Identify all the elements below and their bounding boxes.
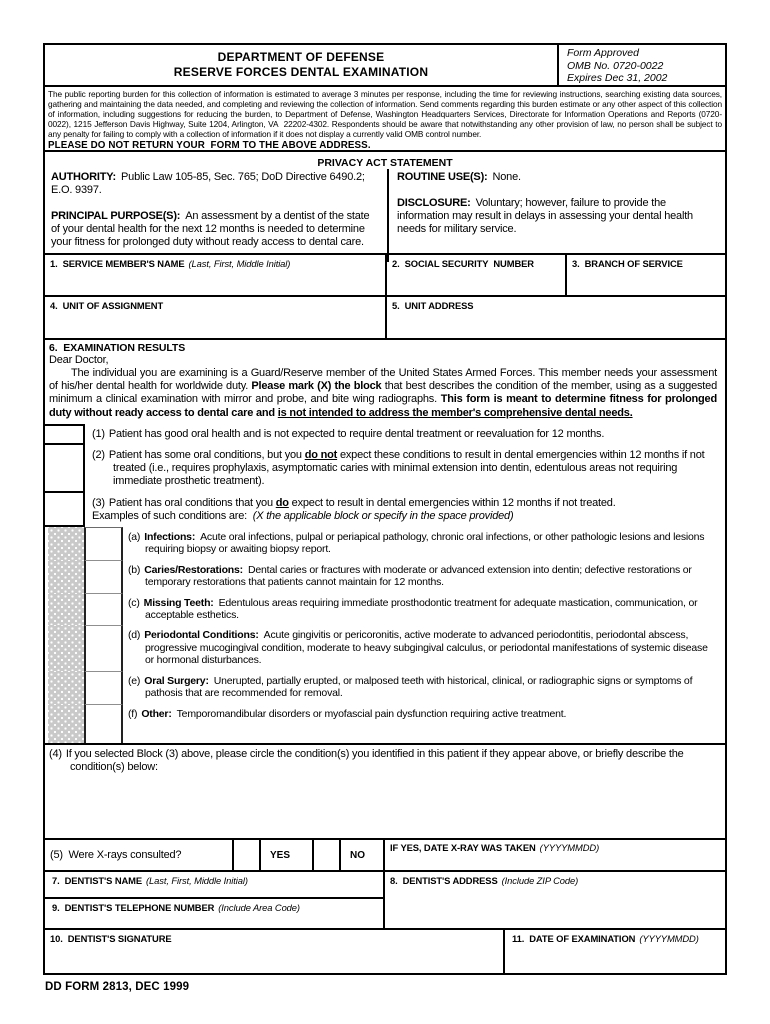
xray-no-label: NO [341, 840, 385, 870]
ssn-label: 2. SOCIAL SECURITY NUMBER [392, 258, 534, 269]
intro-bold-underline: is not intended to address the member's comprehensive dental needs. [277, 406, 633, 419]
privacy-right-column [387, 169, 725, 262]
intro-text-1: The individual you are examining is a Guard/Reserve member of the United States Armed Forces. This member needs your assessment of his/her dental health for worldwide duty. [49, 367, 717, 393]
block-4-text: If you selected Block (3) above, please circle the condition(s) you identified in this patient if they appear above, or briefly describe the condition(s) below: [65, 748, 684, 774]
checkbox-condition-d[interactable] [84, 625, 123, 670]
block-5-xray-row [45, 840, 725, 872]
condition-row-b: (b) Caries/Restorations: Dental caries or fractures with moderate or advanced extension into dentin; defective restorations or temporary restorations that patients cannot maintain for 12 months. [45, 560, 725, 593]
option-2-emphasis: do not [304, 449, 338, 462]
condition-options-block [45, 527, 725, 743]
salutation: Dear Doctor, [49, 354, 109, 366]
field-service-member-name[interactable] [45, 255, 387, 295]
form-title-block [45, 45, 557, 85]
authority-label: AUTHORITY: [51, 171, 117, 183]
shaded-column [48, 704, 84, 744]
exam-option-1-row [45, 424, 725, 445]
examination-intro-paragraph [45, 367, 725, 420]
intro-bold-2: This form is meant to determine fitness for prolonged duty without ready access to dental care and [49, 393, 717, 419]
field-dentist-signature[interactable] [45, 930, 505, 973]
exam-option-3-row [45, 493, 725, 527]
dd-form-2813 [43, 43, 727, 975]
intro-bold-1: Please mark (X) the block [251, 380, 382, 393]
fields-row-2 [45, 297, 725, 340]
shaded-column [48, 560, 84, 593]
dentist-address-hint: (Include ZIP Code) [501, 875, 579, 886]
checkbox-xray-yes[interactable] [234, 840, 261, 870]
fields-row-1 [45, 255, 725, 297]
dentist-name-hint: (Last, First, Middle Initial) [146, 875, 248, 886]
privacy-left-column [45, 169, 387, 262]
department-title: DEPARTMENT OF DEFENSE [217, 50, 385, 64]
checkbox-block-3[interactable] [45, 493, 85, 527]
examination-results-heading: 6. EXAMINATION RESULTS [49, 342, 186, 354]
condition-row-f: (f) Other: Temporomandibular disorders or myofascial pain dysfunction requiring active treatment. [45, 704, 725, 744]
principal-purpose-text: An assessment by a dentist of the state of your dental health for the next 12 months is needed to determine your fitness for prolonged duty without ready access to dental care. [51, 210, 370, 248]
condition-c-label: Missing Teeth: [143, 596, 214, 609]
exam-option-2-text: (2) Patient has some oral conditions, but you do not expect these conditions to result in dental emergencies within 12 months if not treated (i.e., requires prophylaxis, asymptomatic caries with minimal extension into dentin, edentulous areas not requiring immediate prosthetic treatment). [92, 449, 705, 488]
exam-option-2-row [45, 445, 725, 493]
privacy-act-title: PRIVACY ACT STATEMENT [317, 157, 453, 169]
condition-e-label: Oral Surgery: [144, 674, 209, 687]
routine-use-text: None. [492, 171, 521, 183]
checkbox-block-2[interactable] [45, 445, 85, 493]
option-2-number: (2) [92, 449, 105, 462]
checkbox-block-1[interactable] [45, 424, 85, 445]
disclosure-label: DISCLOSURE: [397, 197, 471, 209]
omb-number-line: OMB No. 0720-0022 [567, 59, 664, 72]
disclosure-paragraph [397, 197, 717, 236]
intro-text-2: that best describes the condition of the member, using as a suggested minimum a clinical examination with mirror and probe, and bite wing radiographs. [49, 380, 717, 406]
form-name-title: RESERVE FORCES DENTAL EXAMINATION [173, 65, 429, 79]
service-member-name-label: 1. SERVICE MEMBER'S NAME (Last, First, Middle Initial) [50, 258, 291, 269]
block-4-describe-conditions[interactable] [45, 745, 725, 840]
xray-date-label: IF YES, DATE X-RAY WAS TAKEN (YYYYMMDD) [390, 842, 600, 853]
form-header [45, 45, 725, 87]
burden-statement-section [45, 87, 725, 152]
principal-purpose-label: PRINCIPAL PURPOSE(S): [51, 210, 181, 222]
option-1-number: (1) [92, 427, 105, 440]
unit-of-assignment-label: 4. UNIT OF ASSIGNMENT [50, 300, 164, 311]
examination-results-section [45, 340, 725, 745]
omb-approval-block [557, 45, 725, 85]
shaded-column [48, 625, 84, 670]
option-3-instruction-hint: (X the applicable block or specify in the space provided) [252, 509, 514, 522]
privacy-act-section [45, 152, 725, 255]
shaded-column [48, 671, 84, 704]
dentist-telephone-hint: (Include Area Code) [218, 902, 300, 913]
dentist-telephone-label: 9. DENTIST'S TELEPHONE NUMBER (Include Area Code) [52, 902, 300, 913]
exam-option-1-text: (1) Patient has good oral health and is not expected to require dental treatment or reevaluation for 12 months. [92, 427, 605, 440]
dentist-address-label: 8. DENTIST'S ADDRESS (Include ZIP Code) [390, 875, 579, 886]
omb-expires-line: Expires Dec 31, 2002 [567, 72, 668, 84]
form-number-footer: DD FORM 2813, DEC 1999 [45, 981, 190, 993]
field-branch-of-service[interactable] [567, 255, 725, 295]
field-dentist-telephone[interactable] [45, 899, 383, 928]
signature-row [45, 930, 725, 973]
principal-purpose-paragraph [51, 210, 375, 249]
block-4-number: (4) [49, 748, 62, 760]
form-approved-line: Form Approved [567, 47, 639, 59]
condition-f-label: Other: [141, 707, 172, 720]
condition-row-a: (a) Infections: Acute oral infections, pulpal or periapical pathology, chronic oral infections, or other pathologic lesions and lesions requiring biopsy or awaiting biopsy report. [45, 527, 725, 560]
unit-address-label: 5. UNIT ADDRESS [392, 300, 474, 311]
dentist-info-rows [45, 872, 725, 930]
privacy-columns [45, 169, 725, 262]
checkbox-condition-a[interactable] [84, 527, 123, 560]
condition-row-d: (d) Periodontal Conditions: Acute gingivitis or pericoronitis, active moderate to advanced periodontitis, periodontal abscess, progressive mucogingival condition, moderate to heavy subgingival calculus, or periodontal manifestations of systemic disease or hormonal disturbances. [45, 625, 725, 670]
condition-a-label: Infections: [144, 531, 196, 544]
exam-option-3-text: (3) Patient has oral conditions that you do expect to result in dental emergencies within 12 months if not treated. Examples of such conditions are: (X the applicable block or specify in the space provided) [92, 496, 616, 522]
field-dentist-address[interactable] [385, 872, 725, 928]
checkbox-condition-b[interactable] [84, 560, 123, 593]
routine-use-label: ROUTINE USE(S): [397, 171, 488, 183]
date-of-examination-label: 11. DATE OF EXAMINATION (YYYYMMDD) [512, 933, 699, 944]
field-unit-of-assignment[interactable] [45, 297, 387, 338]
field-date-of-examination[interactable] [505, 930, 725, 973]
xray-date-hint: (YYYYMMDD) [539, 842, 600, 853]
xray-question: (5) Were X-rays consulted? [45, 840, 234, 870]
service-member-name-hint: (Last, First, Middle Initial) [188, 258, 291, 269]
shaded-column [48, 593, 84, 626]
field-social-security-number[interactable] [387, 255, 567, 295]
dentist-name-label: 7. DENTIST'S NAME (Last, First, Middle Initial) [52, 875, 248, 886]
checkbox-condition-e[interactable] [84, 671, 123, 704]
option-3-emphasis: do [275, 496, 289, 509]
field-dentist-name[interactable] [45, 872, 383, 899]
authority-text: Public Law 105-85, Sec. 765; DoD Directive 6490.2; E.O. 9397. [51, 171, 365, 196]
checkbox-condition-f[interactable] [84, 704, 123, 744]
condition-row-e: (e) Oral Surgery: Unerupted, partially erupted, or malposed teeth with historical, clinical, or radiographic signs or symptoms of pathosis that are recommended for removal. [45, 671, 725, 704]
xray-yes-label: YES [261, 840, 314, 870]
condition-row-c: (c) Missing Teeth: Edentulous areas requiring immediate prosthodontic treatment for adequate mastication, communication, or acceptable esthetics. [45, 593, 725, 626]
field-xray-date-taken[interactable] [385, 840, 725, 870]
branch-of-service-label: 3. BRANCH OF SERVICE [572, 258, 683, 269]
shaded-column [48, 527, 84, 560]
routine-use-paragraph [397, 171, 717, 184]
date-of-examination-hint: (YYYYMMDD) [639, 933, 699, 944]
do-not-return-notice: PLEASE DO NOT RETURN YOUR FORM TO THE ABOVE ADDRESS. [48, 140, 371, 151]
checkbox-condition-c[interactable] [84, 593, 123, 626]
dentist-left-column [45, 872, 385, 928]
disclosure-text: Voluntary; however, failure to provide the information may result in delays in assessing your dental health needs for military service. [397, 197, 693, 235]
condition-d-label: Periodontal Conditions: [144, 629, 259, 642]
checkbox-xray-no[interactable] [314, 840, 341, 870]
condition-b-label: Caries/Restorations: [144, 563, 243, 576]
field-unit-address[interactable] [387, 297, 725, 338]
burden-statement-text: The public reporting burden for this collection of information is estimated to average 3 minutes per response, including the time for reviewing instructions, searching existing data sources, gathering and maintaining the data needed, and completing and reviewing the collection of information. Send comments regarding this burden estimate or any other aspect of this collection of information, including suggestions for reducing the burden, to Department of Defense, Washington Headquarters Services, Directorate for Information Operations and Reports (0720-0022), 1215 Jefferson Davis Highway, Suite 1204, Arlington, VA 22202-4302. Respondents should be aware that notwithstanding any other provision of law, no person shall be subject to any penalty for failing to comply with a collection of information if it does not display a currently valid OMB control number. [48, 89, 722, 139]
dentist-signature-label: 10. DENTIST'S SIGNATURE [50, 933, 172, 944]
authority-paragraph [51, 171, 375, 197]
option-3-number: (3) [92, 496, 105, 509]
